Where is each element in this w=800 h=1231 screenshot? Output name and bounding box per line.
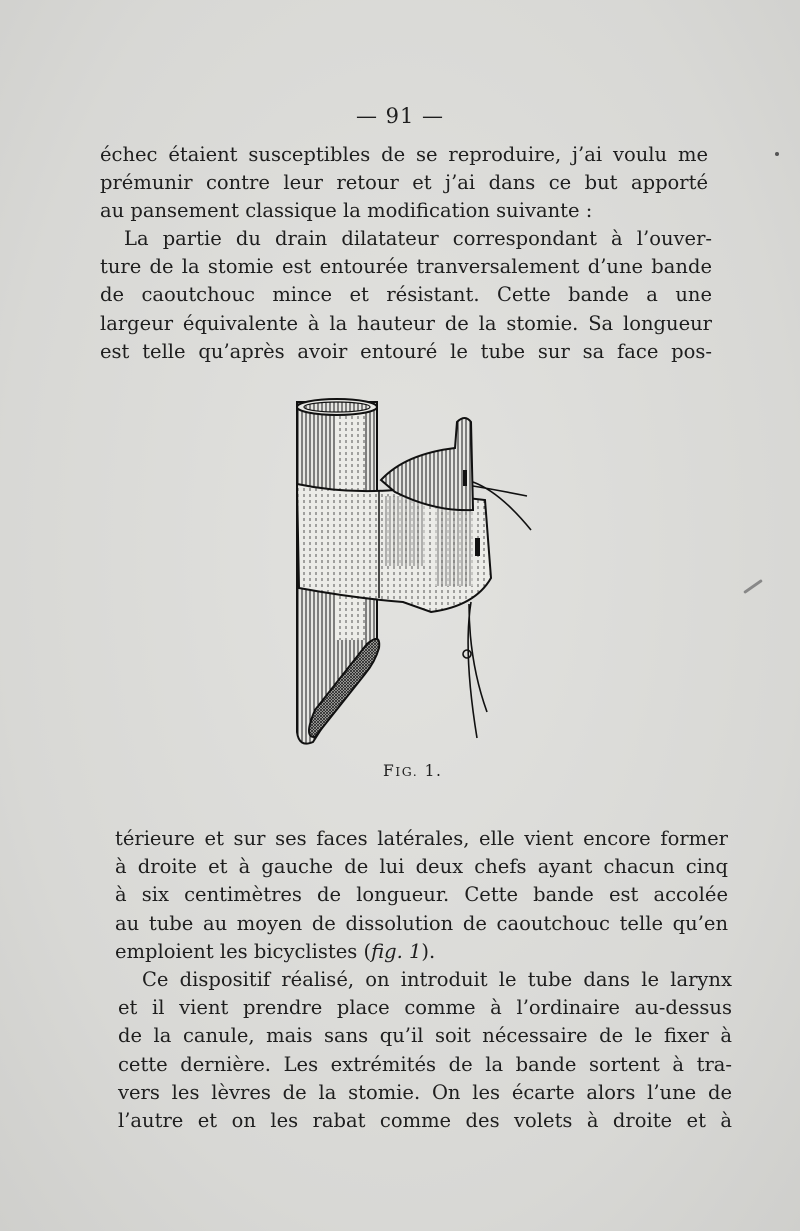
text-line: ture de la stomie est entourée tranversalement d’une bande — [100, 255, 712, 279]
caption-prefix: F — [383, 762, 396, 780]
text-line: de caoutchouc mince et résistant. Cette bande a une — [100, 283, 712, 307]
text-line: à six centimètres de longueur. Cette bande est accolée — [115, 883, 728, 907]
text-line: à droite et à gauche de lui deux chefs ayant chacun cinq — [115, 855, 728, 879]
text-line: vers les lèvres de la stomie. On les écarte alors l’une de — [118, 1080, 732, 1104]
paper-speck — [743, 579, 763, 594]
text-line: Ce dispositif réalisé, on introduit le tube dans le larynx — [142, 968, 732, 991]
text-line: de la canule, mais sans qu’il soit nécessaire de le fixer à — [118, 1024, 732, 1048]
page-number: — 91 — — [355, 104, 445, 128]
paper-speck — [775, 152, 779, 156]
text-line: est telle qu’après avoir entouré le tube sur sa face pos- — [100, 339, 712, 363]
caption-small-caps: IG. — [395, 764, 419, 779]
text-line: cette dernière. Les extrémités de la bande sortent à tra- — [118, 1052, 732, 1076]
text-line: au pansement classique la modification suivante : — [100, 199, 593, 223]
text-line: au tube au moyen de dissolution de caoutchouc telle qu’en — [115, 911, 728, 935]
caption-number: 1. — [424, 762, 443, 780]
text-line: largeur équivalente à la hauteur de la stomie. Sa longueur — [100, 311, 712, 335]
text-line: échec étaient susceptibles de se reproduire, j’ai voulu me — [100, 143, 708, 166]
text-fragment: ). — [421, 939, 436, 963]
drain-tube-drawing — [285, 392, 545, 754]
paragraph-1 — [100, 141, 708, 226]
figure-drain-tube-illustration — [285, 392, 545, 754]
text-line: l’autre et on les rabat comme des volets à droite et à — [118, 1109, 732, 1133]
paragraph-4 — [118, 966, 732, 1135]
paragraph-2 — [100, 225, 712, 366]
figure-reference: fig. 1 — [371, 939, 422, 963]
figure-caption — [383, 762, 442, 780]
text-line: térieure et sur ses faces latérales, elle vient encore former — [115, 827, 728, 850]
text-fragment: emploient les bicyclistes ( — [115, 939, 372, 963]
text-line: et il vient prendre place comme à l’ordinaire au-dessus — [118, 996, 732, 1020]
text-line — [115, 938, 728, 966]
text-line: prémunir contre leur retour et j’ai dans ce but apporté — [100, 171, 708, 195]
text-line: La partie du drain dilatateur correspondant à l’ouver- — [124, 227, 712, 250]
paragraph-3 — [115, 825, 728, 966]
